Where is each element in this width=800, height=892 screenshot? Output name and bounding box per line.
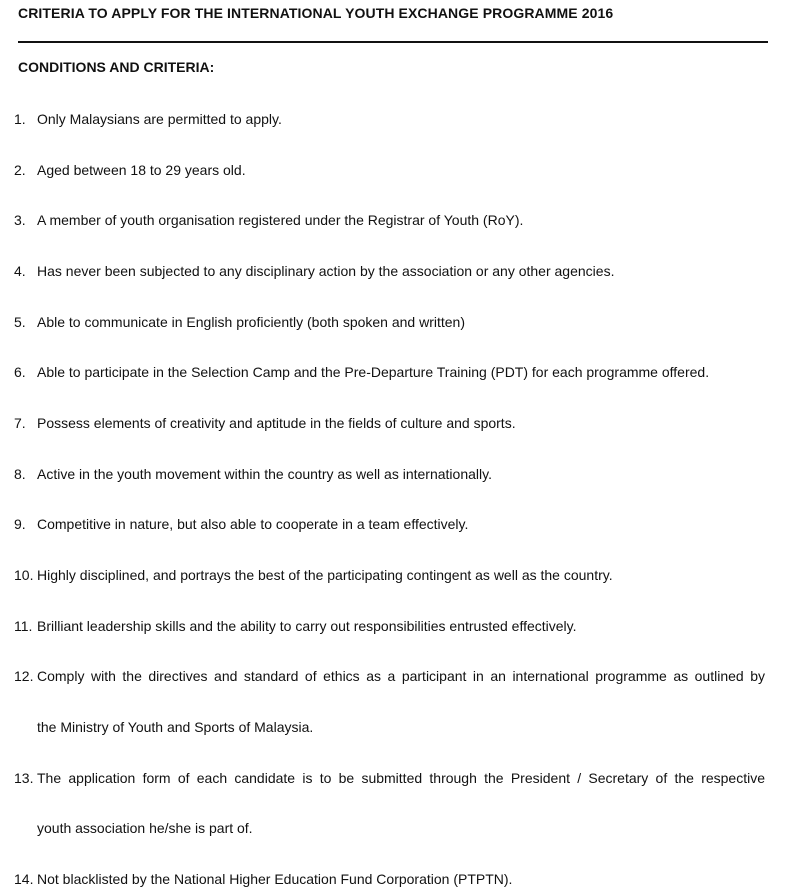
item-number: 5.	[14, 314, 26, 330]
item-number: 7.	[14, 415, 26, 431]
criteria-item-7	[14, 414, 769, 432]
item-number: 9.	[14, 516, 26, 532]
item-text: Only Malaysians are permitted to apply.	[37, 111, 282, 127]
item-text: Highly disciplined, and portrays the best of the participating contingent as well as the country.	[37, 567, 613, 583]
criteria-item-13-continuation: youth association he/she is part of.	[37, 820, 253, 836]
title-divider	[18, 41, 768, 43]
criteria-item-1	[14, 110, 769, 128]
item-text: Has never been subjected to any disciplinary action by the association or any other agencies.	[37, 263, 615, 279]
section-heading: CONDITIONS AND CRITERIA:	[18, 59, 215, 75]
item-text: Active in the youth movement within the country as well as internationally.	[37, 466, 492, 482]
item-number: 2.	[14, 162, 26, 178]
item-number: 1.	[14, 111, 26, 127]
document-title: CRITERIA TO APPLY FOR THE INTERNATIONAL YOUTH EXCHANGE PROGRAMME 2016	[18, 5, 614, 21]
criteria-item-6	[14, 363, 769, 381]
item-number: 14.	[14, 871, 34, 887]
criteria-item-12-continuation: the Ministry of Youth and Sports of Malaysia.	[37, 719, 314, 735]
criteria-item-2	[14, 161, 769, 179]
criteria-item-10	[14, 566, 769, 584]
item-number: 4.	[14, 263, 26, 279]
item-text: Aged between 18 to 29 years old.	[37, 162, 246, 178]
criteria-item-5	[14, 313, 769, 331]
item-text: The application form of each candidate is to be submitted through the President / Secretary of the respective	[37, 770, 765, 786]
criteria-item-4	[14, 262, 769, 280]
criteria-item-12	[14, 667, 769, 685]
item-number: 8.	[14, 466, 26, 482]
item-text: Brilliant leadership skills and the ability to carry out responsibilities entrusted effectively.	[37, 618, 577, 634]
item-number: 11.	[14, 618, 33, 634]
item-number: 12.	[14, 668, 34, 684]
item-text: Possess elements of creativity and aptitude in the fields of culture and sports.	[37, 415, 516, 431]
item-text: Not blacklisted by the National Higher Education Fund Corporation (PTPTN).	[37, 871, 513, 887]
item-text: Able to participate in the Selection Camp and the Pre-Departure Training (PDT) for each programme offered.	[37, 364, 710, 380]
criteria-item-9	[14, 515, 769, 533]
criteria-item-11	[14, 617, 769, 635]
criteria-item-14	[14, 870, 769, 888]
item-text: A member of youth organisation registered under the Registrar of Youth (RoY).	[37, 212, 524, 228]
item-text: Competitive in nature, but also able to cooperate in a team effectively.	[37, 516, 469, 532]
criteria-item-3	[14, 211, 769, 229]
item-number: 3.	[14, 212, 26, 228]
item-number: 13.	[14, 770, 34, 786]
item-number: 6.	[14, 364, 26, 380]
criteria-item-13	[14, 769, 769, 787]
item-text: Able to communicate in English proficiently (both spoken and written)	[37, 314, 465, 330]
item-text: Comply with the directives and standard of ethics as a participant in an international programme as outlined by	[37, 668, 765, 684]
criteria-item-8	[14, 465, 769, 483]
item-number: 10.	[14, 567, 34, 583]
